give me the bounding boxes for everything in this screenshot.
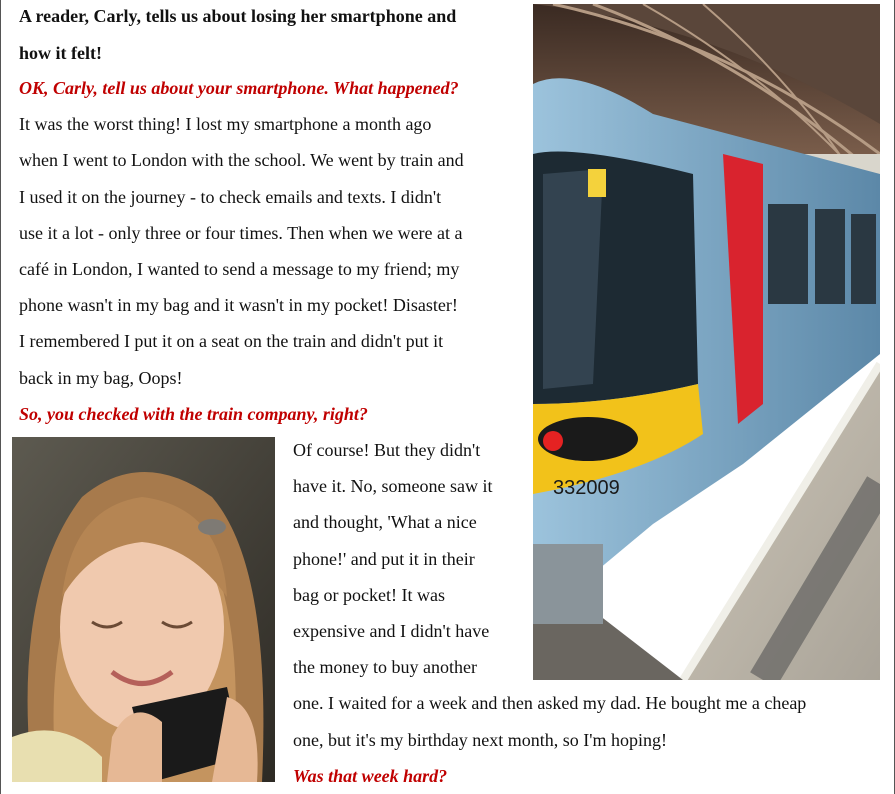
girl-with-phone-photo: [12, 437, 275, 782]
answer-line: It was the worst thing! I lost my smartphone a month ago: [19, 114, 432, 135]
answer-line: have it. No, someone saw it: [293, 476, 493, 497]
answer-line: expensive and I didn't have: [293, 621, 490, 642]
qa-section-1: [19, 70, 464, 432]
answer-line: one, but it's my birthday next month, so I'm hoping!: [293, 729, 667, 750]
interview-question: So, you checked with the train company, right?: [19, 403, 368, 424]
heading-line: A reader, Carly, tells us about losing her smartphone and: [19, 6, 457, 26]
interview-question: OK, Carly, tell us about your smartphone. What happened?: [19, 78, 459, 98]
train-photo: [533, 4, 880, 680]
answer-line: back in my bag, Oops!: [19, 367, 183, 388]
answer-line: phone wasn't in my bag and it wasn't in my pocket! Disaster!: [19, 295, 458, 316]
answer-line: the money to buy another: [293, 657, 477, 678]
answer-line: café in London, I wanted to send a message to my friend; my: [19, 259, 460, 280]
answer-line: bag or pocket! It was: [293, 584, 445, 605]
answer-line: when I went to London with the school. We went by train and: [19, 150, 464, 171]
answer-line: I remembered I put it on a seat on the train and didn't put it: [19, 331, 444, 352]
answer-line: phone!' and put it in their: [293, 548, 475, 569]
train-number: 332009: [553, 477, 620, 499]
heading-line: how it felt!: [19, 43, 102, 63]
answer-line: one. I waited for a week and then asked my dad. He bought me a cheap: [293, 693, 807, 714]
answer-line: Of course! But they didn't: [293, 440, 481, 460]
answer-line: and thought, 'What a nice: [293, 512, 477, 533]
interview-question: Was that week hard?: [293, 765, 448, 786]
article-heading: [19, 0, 524, 72]
answer-line: I used it on the journey - to check emails and texts. I didn't: [19, 186, 442, 207]
answer-line: use it a lot - only three or four times. Then when we were at a: [19, 222, 463, 243]
